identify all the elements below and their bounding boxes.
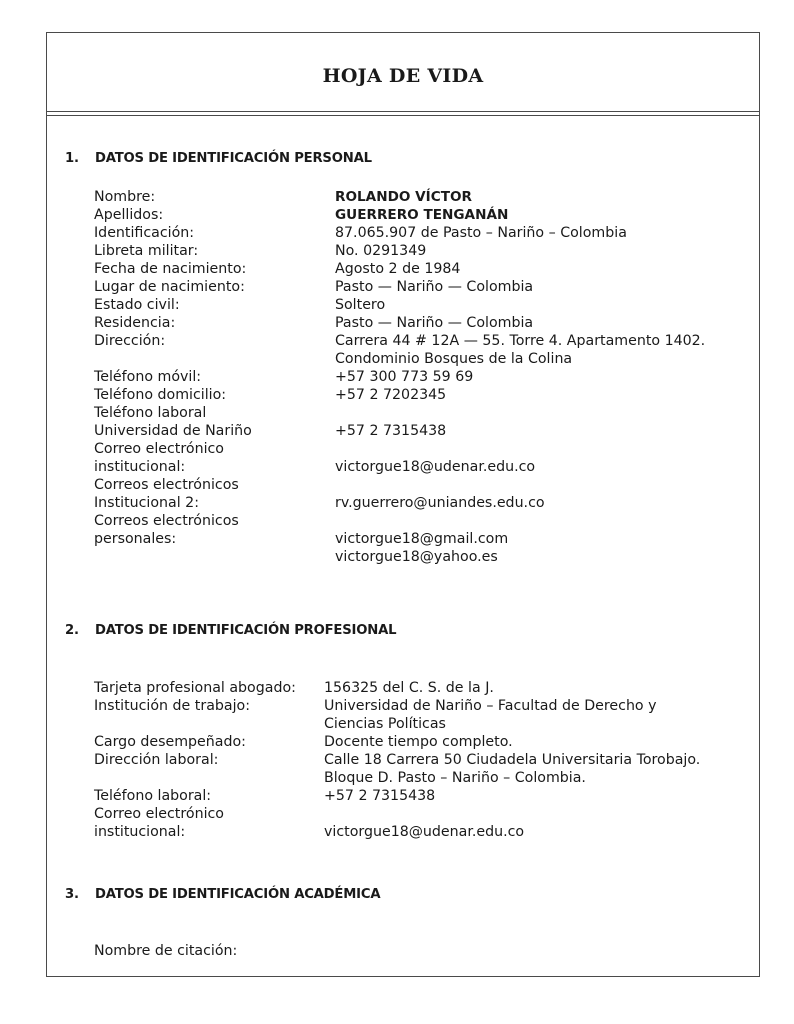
field-label: Tarjeta profesional abogado: xyxy=(94,680,296,696)
field-label: personales: xyxy=(94,531,177,547)
field-value: Condominio Bosques de la Colina xyxy=(335,351,573,367)
field-value: Pasto — Nariño — Colombia xyxy=(335,279,534,295)
field-value: +57 2 7202345 xyxy=(335,387,447,403)
field-label: institucional: xyxy=(94,824,186,840)
field-label: Institución de trabajo: xyxy=(94,698,250,714)
email-value: victorgue18@udenar.edu.co xyxy=(324,824,525,840)
field-label: Nombre de citación: xyxy=(94,943,238,959)
section-heading-profesional: 2. DATOS DE IDENTIFICACIÓN PROFESIONAL xyxy=(65,623,397,638)
document-title: HOJA DE VIDA xyxy=(322,65,484,87)
field-label: Correos electrónicos xyxy=(94,477,239,493)
field-value: 87.065.907 de Pasto – Nariño – Colombia xyxy=(335,225,627,241)
field-label: Lugar de nacimiento: xyxy=(94,279,245,295)
field-label: Apellidos: xyxy=(94,207,164,223)
field-label: Teléfono móvil: xyxy=(94,369,202,385)
field-value: Soltero xyxy=(335,297,386,313)
field-label: Institucional 2: xyxy=(94,495,199,511)
field-value: +57 300 773 59 69 xyxy=(335,369,474,385)
field-value: 156325 del C. S. de la J. xyxy=(324,680,494,696)
field-label: Correos electrónicos xyxy=(94,513,239,529)
field-label: Libreta militar: xyxy=(94,243,199,259)
field-value: +57 2 7315438 xyxy=(335,423,447,439)
field-label: Universidad de Nariño xyxy=(94,423,252,439)
field-label: Correo electrónico xyxy=(94,441,224,457)
field-value: Carrera 44 # 12A — 55. Torre 4. Apartamento 1402. xyxy=(335,333,706,349)
field-label: Teléfono laboral xyxy=(94,405,207,421)
name-value: ROLANDO VÍCTOR xyxy=(335,189,473,205)
field-label: Teléfono laboral: xyxy=(94,788,212,804)
field-label: Nombre: xyxy=(94,189,156,205)
surname-value: GUERRERO TENGANÁN xyxy=(335,207,509,223)
field-value: Calle 18 Carrera 50 Ciudadela Universitaria Torobajo. xyxy=(324,752,701,768)
field-label: Teléfono domicilio: xyxy=(94,387,227,403)
email-value: victorgue18@gmail.com xyxy=(335,531,509,547)
field-label: Cargo desempeñado: xyxy=(94,734,246,750)
email-value: rv.guerrero@uniandes.edu.co xyxy=(335,495,545,511)
field-label: Residencia: xyxy=(94,315,176,331)
document-header xyxy=(47,33,759,112)
field-value: Ciencias Políticas xyxy=(324,716,446,732)
field-label: Dirección laboral: xyxy=(94,752,219,768)
field-value: +57 2 7315438 xyxy=(324,788,436,804)
field-value: Docente tiempo completo. xyxy=(324,734,513,750)
email-value: victorgue18@udenar.edu.co xyxy=(335,459,536,475)
field-label: Correo electrónico xyxy=(94,806,224,822)
field-label: Identificación: xyxy=(94,225,195,241)
field-label: institucional: xyxy=(94,459,186,475)
field-label: Estado civil: xyxy=(94,297,180,313)
field-label: Fecha de nacimiento: xyxy=(94,261,247,277)
field-value: Bloque D. Pasto – Nariño – Colombia. xyxy=(324,770,586,786)
field-value: Pasto — Nariño — Colombia xyxy=(335,315,534,331)
section-heading-personal: 1. DATOS DE IDENTIFICACIÓN PERSONAL xyxy=(65,151,372,166)
field-value: No. 0291349 xyxy=(335,243,427,259)
section-heading-academica: 3. DATOS DE IDENTIFICACIÓN ACADÉMICA xyxy=(65,887,381,902)
email-value: victorgue18@yahoo.es xyxy=(335,549,498,565)
field-label: Dirección: xyxy=(94,333,166,349)
field-value: Universidad de Nariño – Facultad de Derecho y xyxy=(324,698,657,714)
document-frame xyxy=(46,32,760,977)
field-value: Agosto 2 de 1984 xyxy=(335,261,461,277)
